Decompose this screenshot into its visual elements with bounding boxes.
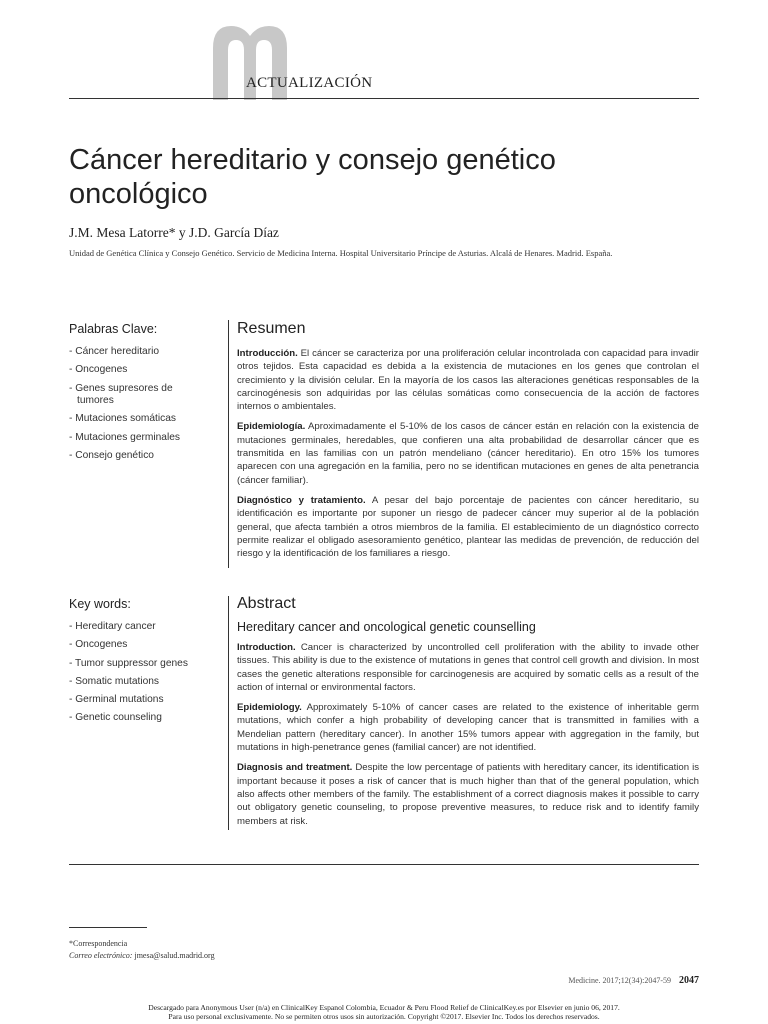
header-rule [69, 98, 699, 99]
abstract-heading: Abstract [237, 595, 296, 612]
keyword-item: - Cáncer hereditario [69, 346, 160, 357]
para-text: El cáncer se caracteriza por una proliferación celular incontrolada con capacidad para invadir otros tejidos. Esta capacidad es debida a la existencia de mutaciones en los genes que controlan el crecimiento y la división celular. En la mayoría de los casos las alteraciones genéticas responsables de la carcinogénesis son adquiridas por las células somáticas como consecuencia de la acción de factores internos o ambientales. [237, 348, 699, 413]
resumen-heading: Resumen [237, 320, 306, 337]
keywords-es-list [69, 346, 219, 462]
para-text: Aproximadamente el 5-10% de los casos de cáncer están en relación con la existencia de mutaciones germinales, heredables, que confieren una alta probabilidad de desarrollar cáncer que es transmitida en las familias con un patrón mendeliano (cáncer hereditario). En otro 15% los tumores aparecen con una agregación en la familia, pero no se identifican mutaciones en genes de alta penetrancia (cáncer familiar). [237, 421, 699, 486]
footnote [69, 938, 215, 961]
para-text: A pesar del bajo porcentaje de pacientes con cáncer hereditario, su identificación es importante por suponer un riesgo de padecer cáncer muy superior al de la población general, que afecta también a otros miembros de la familia. El establecimiento de un diagnóstico correcto permite realizar el obligado asesoramiento genético, plantear las medidas de prevención, de reducción del riesgo y la identificación de los familiares a riesgo. [237, 494, 699, 560]
keywords-es-title: Palabras Clave: [69, 322, 158, 336]
abstract-intro [237, 641, 699, 694]
article-title: Cáncer hereditario y consejo genético oncológico [69, 144, 556, 210]
resumen-divider [228, 320, 229, 568]
abstract-epidemiology [237, 701, 699, 754]
resumen-section [237, 320, 699, 567]
keyword-item: - Somatic mutations [69, 675, 160, 687]
resumen-diagnosis [237, 494, 699, 560]
correspondence-label: *Correspondencia [69, 939, 128, 948]
keywords-en-block [69, 597, 219, 731]
citation-text: Medicine. 2017;12(34):2047-59 [568, 976, 671, 985]
resumen-epidemiology [237, 420, 699, 486]
keywords-en-title: Key words: [69, 597, 131, 611]
para-text: Cancer is characterized by uncontrolled cell proliferation with the ability to invade other tissues. This ability is due to the existence of mutations in genes that control cell growth and division. In most cases the genetic alterations responsible for carcinogenesis are acquired by somatic cells as a result of the action of internal or environmental factors. [237, 642, 699, 693]
email-label: Correo electrónico: [69, 950, 133, 960]
keywords-en-list [69, 621, 219, 725]
keyword-item: - Mutaciones somáticas [69, 413, 177, 425]
download-notice-line2: Para uso personal exclusivamente. No se permiten otros usos sin autorización. Copyright ©2017. Elsevier Inc. Todos los derechos reservados. [168, 1012, 600, 1021]
para-label: Diagnóstico y tratamiento. [237, 494, 366, 506]
download-notice [0, 1003, 768, 1021]
section-end-rule [69, 864, 699, 865]
keyword-item: - Oncogenes [69, 364, 128, 376]
resumen-intro [237, 347, 699, 413]
keywords-es-block [69, 322, 219, 468]
keyword-item: - Genes supresores de tumores [69, 382, 173, 407]
para-label: Epidemiology. [237, 702, 302, 714]
journal-citation [568, 975, 699, 986]
download-notice-line1: Descargado para Anonymous User (n/a) en ClinicalKey Espanol Colombia, Ecuador & Peru Flood Relief de ClinicalKey.es por Elsevier en junio 06, 2017. [148, 1003, 620, 1012]
email-address[interactable]: jmesa@salud.madrid.org [132, 950, 215, 960]
keyword-item: - Germinal mutations [69, 694, 164, 706]
keyword-item: - Genetic counseling [69, 712, 162, 724]
page-number: 2047 [679, 975, 699, 986]
email-line [69, 950, 215, 962]
abstract-diagnosis [237, 761, 699, 827]
abstract-section [237, 595, 699, 835]
para-label: Diagnosis and treatment. [237, 762, 353, 774]
para-text: Approximately 5-10% of cancer cases are related to the existence of inheritable germ mutations, which confer a high probability of developing cancer that is transmitted in families with a Mendelian pattern (hereditary cancer). In another 15% tumors appear with aggregation in the family, but mutations in high-penetrance genes (familial cancer) are not identified. [237, 702, 699, 754]
keyword-item: - Oncogenes [69, 639, 128, 651]
para-label: Introducción. [237, 348, 298, 359]
abstract-divider [228, 596, 229, 830]
article-affiliation: Unidad de Genética Clínica y Consejo Genético. Servicio de Medicina Interna. Hospital Universitario Príncipe de Asturias. Alcalá de Henares. Madrid. España. [69, 248, 613, 258]
article-authors: J.M. Mesa Latorre* y J.D. García Díaz [69, 225, 279, 240]
para-label: Introduction. [237, 642, 296, 653]
keyword-item: - Tumor suppressor genes [69, 657, 188, 669]
para-label: Epidemiología. [237, 421, 306, 433]
abstract-subheading: Hereditary cancer and oncological genetic counselling [237, 620, 536, 634]
keyword-item: - Consejo genético [69, 449, 154, 461]
footnote-rule [69, 927, 147, 928]
para-text: Despite the low percentage of patients with hereditary cancer, its identification is important because it poses a risk of cancer that is much higher than that of the general population, which also affects other members of the family. The establishment of a correct diagnosis makes it possible to carry out obligatory genetic counseling, to propose preventive measures, to reduce risk and to identify family members at risk. [237, 762, 699, 827]
keyword-item: - Mutaciones germinales [69, 431, 180, 443]
section-label: ACTUALIZACIÓN [246, 75, 373, 91]
keyword-item: - Hereditary cancer [69, 621, 156, 632]
